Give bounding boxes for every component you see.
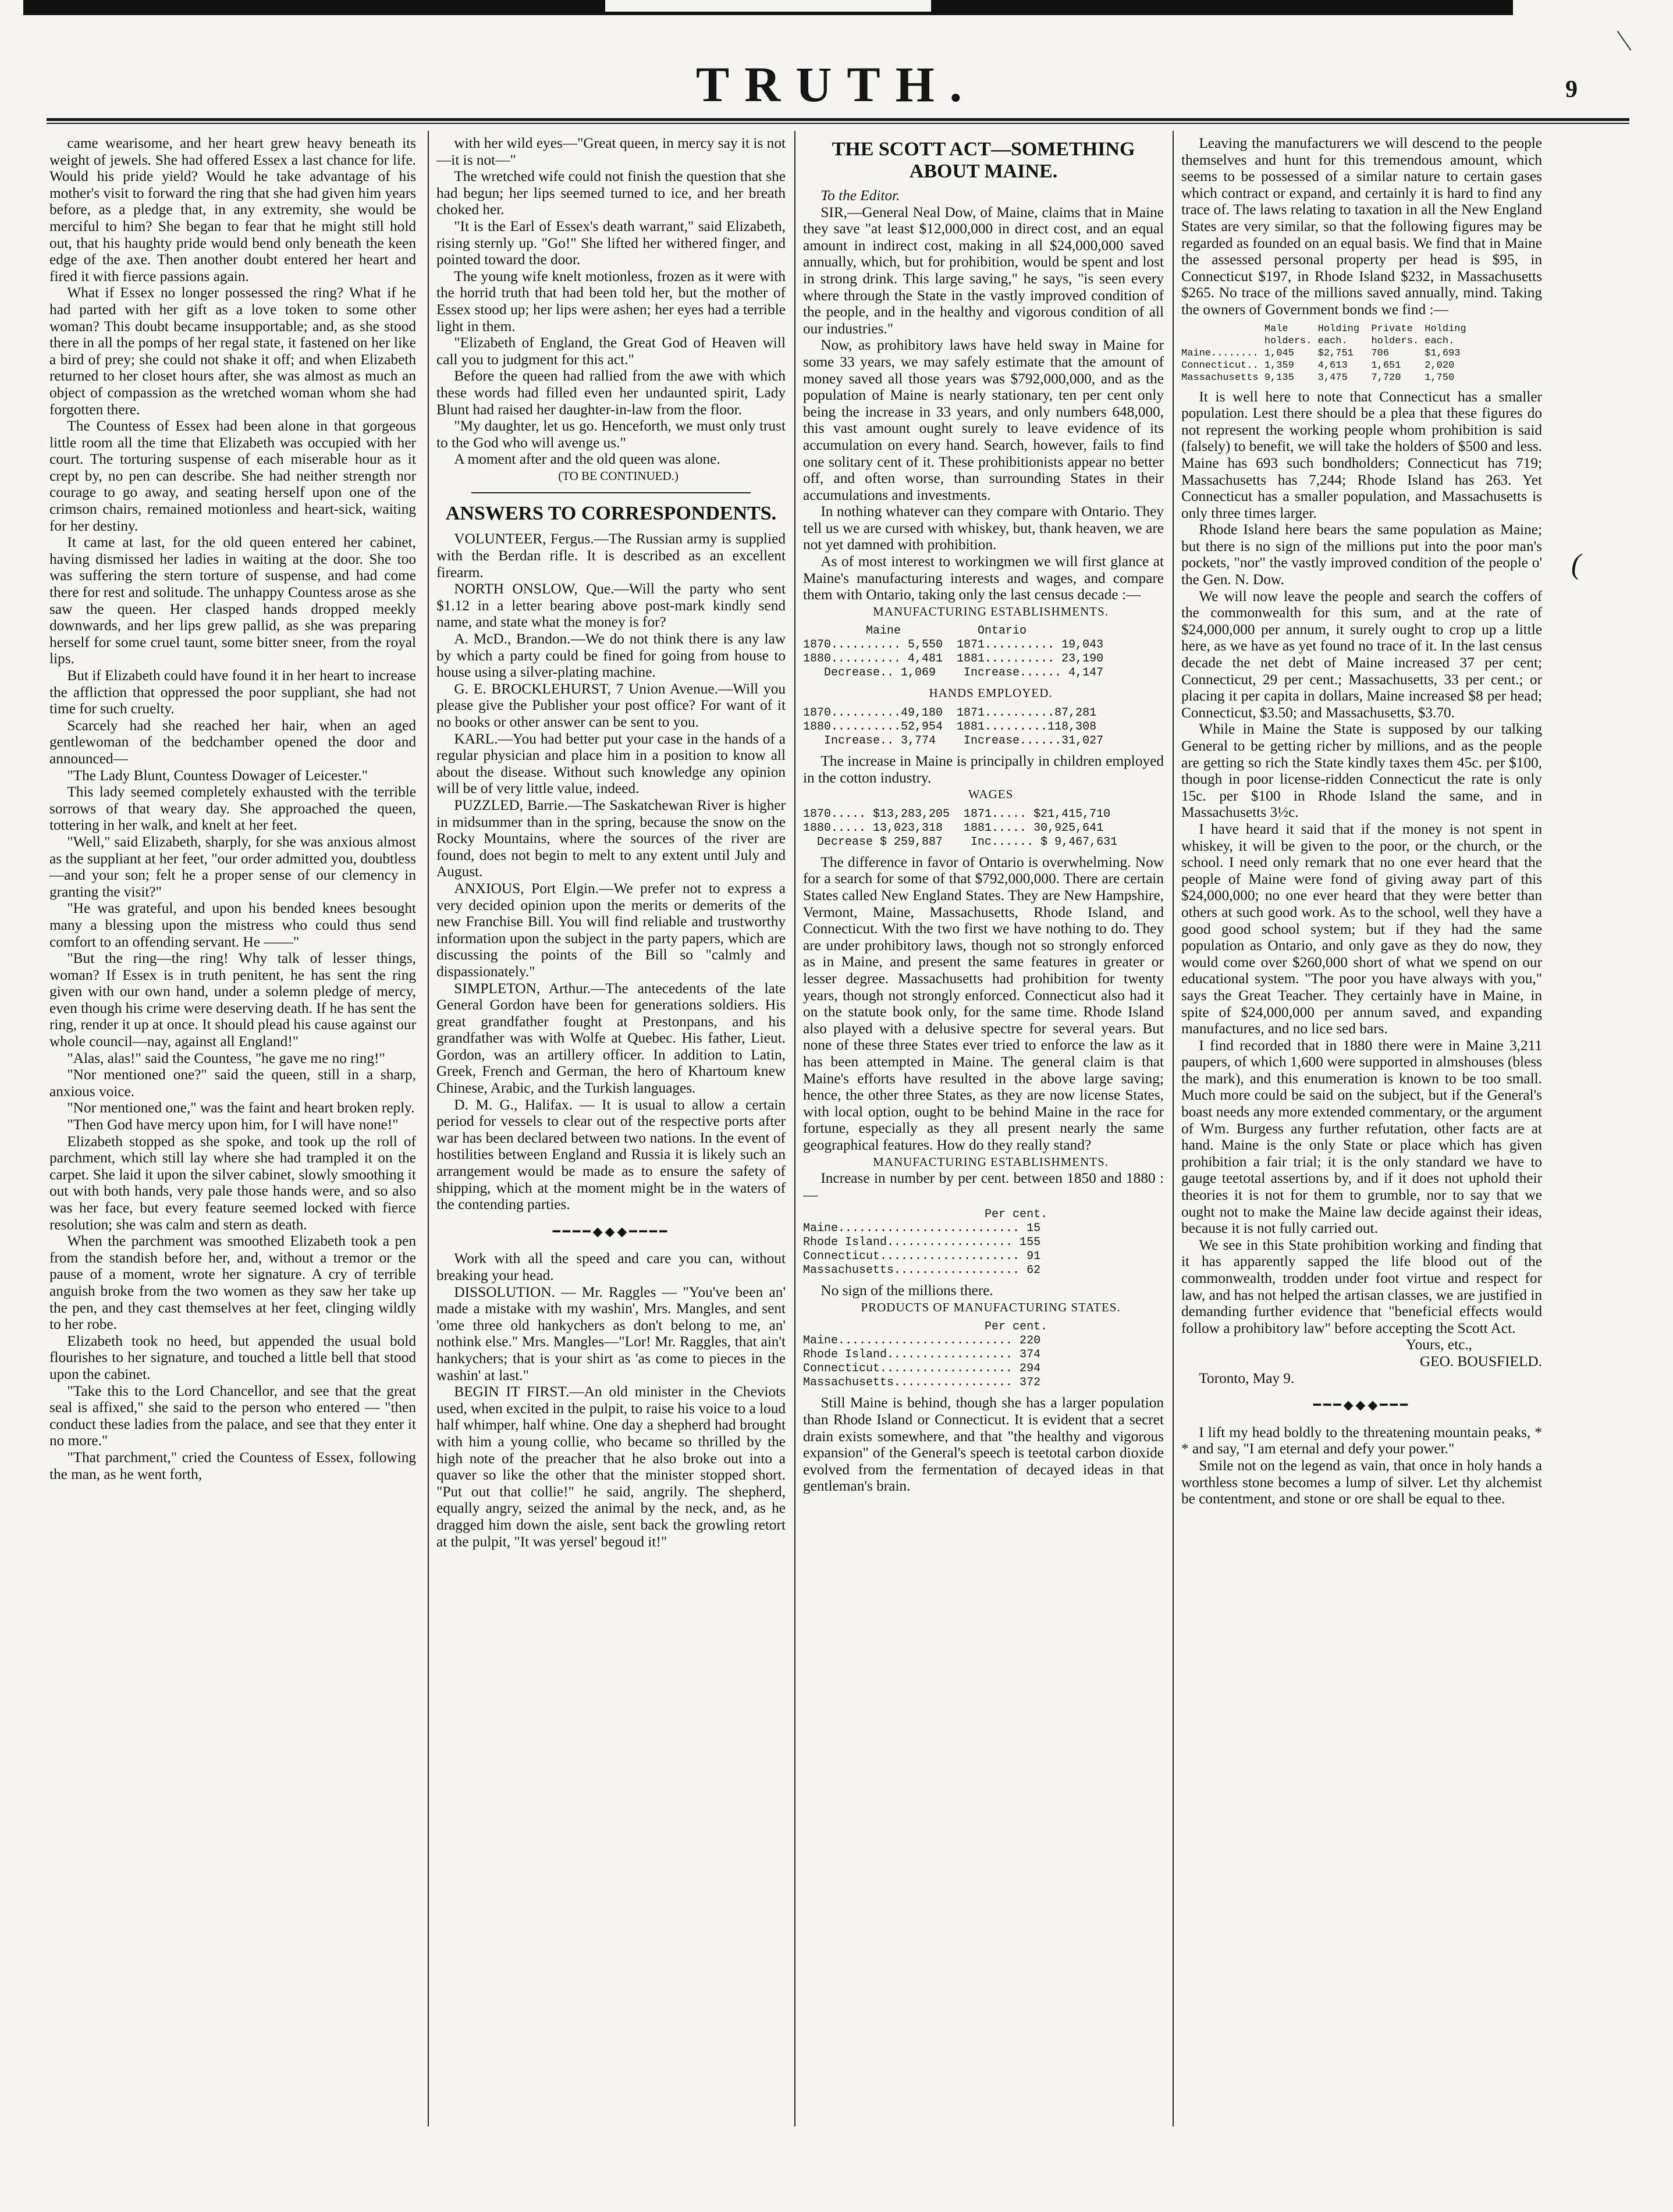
increase-table: Per cent. Maine.......................... 15 Rhode Island.................. 155 Connecticut.................... 91 Massachusetts.................. 62 bbox=[803, 1208, 1048, 1278]
paragraph: When the parchment was smoothed Elizabeth took a pen from the standish before her, and, without a tremor or the pause of a moment, wrote her signature. A cry of terrible anguish broke from the two women as they saw her take up the pen, and they cast themselves at her feet, clinging wildly to her robe. bbox=[49, 1233, 416, 1333]
paragraph: came wearisome, and her heart grew heavy beneath its weight of jewels. She had offered Essex a last chance for life. Would his pride yield? Would he take advantage of his mother's visit to forward the ring that she had given him years before, as a pledge that, in any extremity, she would be merciful to him? She began to fear that he might still hold out, that his haughty pride would bend only beneath the keen edge of the axe. Then another doubt entered her heart and fired it with fierce passions again. bbox=[49, 135, 416, 284]
to-editor: To the Editor. bbox=[820, 187, 900, 204]
paragraph: Elizabeth stopped as she spoke, and took up the roll of parchment, which still lay where she had trampled it on the carpet. She laid it upon the silver cabinet, slowly smoothing it out with both hands, very pale those hands were, and so also was her face, but every feature seemed locked with fierce resolution; she was calm and stern as death. bbox=[49, 1133, 416, 1233]
answers-heading: ANSWERS TO CORRESPONDENTS. bbox=[445, 503, 777, 525]
paragraph: We see in this State prohibition working and finding that it has apparently sapped the life blood out of the commonwealth, trodden under foot virtue and respect for law, and has not helped the artisan classes, we are justified in demanding further evidence that "beneficial effects would follow a prohibitory law" before accepting the Scott Act. bbox=[1181, 1236, 1542, 1336]
paragraph: A moment after and the old queen was alone. bbox=[454, 451, 720, 468]
paragraph: Before the queen had rallied from the awe with which these words had filled even her undaunted spirit, Lady Blunt had raised her daughter-in-law from the floor. bbox=[436, 368, 786, 418]
story-ending bbox=[436, 135, 786, 468]
letter-dateline: Toronto, May 9. bbox=[1199, 1370, 1295, 1386]
paragraph: "The Lady Blunt, Countess Dowager of Leicester." bbox=[67, 767, 368, 784]
paragraph: While in Maine the State is supposed by our talking General to be getting richer by millions, and as the people are getting so rich the State kindly taxes them 45c. per $100, though in poor license-ridden Connecticut the rate is only 15c. per $100 in Rhode Island the same, and in Massachusetts 3½c. bbox=[1181, 721, 1542, 821]
top-border-cutout bbox=[605, 0, 931, 15]
paragraph: The young wife knelt motionless, frozen as it were with the horrid truth that had been told her, but the mother of Essex stood up; her lips were ashen; her eyes had a terrible light in them. bbox=[436, 268, 786, 335]
table-note: No sign of the millions there. bbox=[820, 1282, 993, 1299]
paragraph: "Nor mentioned one," was the faint and heart broken reply. bbox=[67, 1100, 415, 1116]
answer-item: NORTH ONSLOW, Que.—Will the party who sent $1.12 in a letter bearing above post-mark kindly send name, and state what the money is for? bbox=[436, 581, 786, 631]
article-continuation bbox=[1181, 135, 1542, 318]
table-title: HANDS EMPLOYED. bbox=[929, 686, 1053, 700]
paragraph: "But the ring—the ring! Why talk of lesser things, woman? If Essex is in truth penitent, he has sent the ring given with our own hand, under a solemn pledge of mercy, even though his crime were deserving death. If he has sent the ring, render it up at once. It should plead his cause against our whole council—nay, against all England!" bbox=[49, 950, 416, 1050]
column-divider bbox=[794, 131, 795, 2126]
column-divider bbox=[428, 131, 429, 2126]
answer-item: D. M. G., Halifax. — It is usual to allow a certain period for vessels to clear out of the respective ports after war has been declared between two nations. In the event of hostilities between England and Russia it is likely such an arrangement would be made as to ensure the safety of shipping, which at the moment might be in the waters of the contending parties. bbox=[436, 1096, 786, 1213]
answer-item: SIMPLETON, Arthur.—The antecedents of the late General Gordon have been for generations soldiers. His great grandfather fought at Prestonpans, and his grandfather was with Wolfe at Quebec. His father, Lieut. Gordon, was an artillery officer. In addition to Latin, Greek, French and German, the hero of Khartoum knew Chinese, Arabic, and the Turkish languages. bbox=[436, 980, 786, 1097]
paragraph: "Well," said Elizabeth, sharply, for she was anxious almost as the suppliant at her feet, "our order admitted you, doubtless—and your son; felt he a proper sense of our clemency in granting the visit?" bbox=[49, 833, 416, 900]
ornament-divider: ━━━━◆◆◆━━━━ bbox=[552, 1224, 670, 1239]
paragraph: As of most interest to workingmen we will first glance at Maine's manufacturing interests and wages, and compare them with Ontario, taking only the last census decade :— bbox=[803, 553, 1164, 603]
column-3 bbox=[803, 135, 1164, 2131]
masthead-title: TRUTH. bbox=[695, 56, 978, 112]
story-continuation bbox=[49, 135, 416, 1482]
paragraph: What if Essex no longer possessed the ring? What if he had parted with her gift as a love token to some other woman? This doubt became insupportable; and, as she stood there in all the pomps of her regal state, it fastened on her like a bird of prey; she could not shake it off; and when Elizabeth returned to her closet hours after, she was almost as much an object of compassion as the wretched woman whom she had forgotten there. bbox=[49, 284, 416, 418]
article-text bbox=[803, 753, 1164, 786]
article-text bbox=[803, 1395, 1164, 1495]
paragraph: Scarcely had she reached her hair, when an aged gentlewoman of the bedchamber opened the door and announced— bbox=[49, 717, 416, 767]
closing-verses bbox=[1181, 1424, 1542, 1507]
paragraph: "Alas, alas!" said the Countess, "he gave me no ring!" bbox=[67, 1050, 385, 1066]
table-intro: Increase in number by per cent. between 1850 and 1880 :— bbox=[803, 1170, 1164, 1203]
paragraph: "It is the Earl of Essex's death warrant," said Elizabeth, rising sternly up. "Go!" She lifted her withered finger, and pointed toward the door. bbox=[436, 218, 786, 268]
paragraph: SIR,—General Neal Dow, of Maine, claims that in Maine they save "at least $12,000,000 in direct cost, and an equal amount in indirect cost, making in all $24,000,000 saved annually, which, but for prohibition, would be spent and lost in strong drink. This large saving," he says, "is seen every where through the State in the vastly improved condition of the people, and in the healthy and vigorous condition of all our industries." bbox=[803, 204, 1164, 337]
answer-item: PUZZLED, Barrie.—The Saskatchewan River is higher in midsummer than in the spring, because the snow on the Rocky Mountains, where the sources of the river are found, does not begin to melt to any extent until July and August. bbox=[436, 796, 786, 880]
wages-table: 1870..... $13,283,205 1871..... $21,415,710 1880..... 13,023,318 1881..... 30,925,641 Decrease $ 259,887 Inc...... $ 9,467,631 bbox=[803, 807, 1118, 849]
table-title: PRODUCTS OF MANUFACTURING STATES. bbox=[861, 1300, 1121, 1314]
miscellany bbox=[436, 1250, 786, 1550]
paragraph: In nothing whatever can they compare with Ontario. They tell us we are cursed with whiskey, but, thank heaven, we are not yet damned with prohibition. bbox=[803, 503, 1164, 553]
column-4 bbox=[1181, 135, 1542, 2131]
paragraph: Rhode Island here bears the same population as Maine; but there is no sign of the millions put into the poor man's pockets, "nor" the vastly improved condition of the people o' the Gen. N. Dow. bbox=[1181, 521, 1542, 588]
answer-item: A. McD., Brandon.—We do not think there is any law by which a party could be fined for going from house to house using a silver-plating machine. bbox=[436, 631, 786, 681]
paragraph: Leaving the manufacturers we will descend to the people themselves and hunt for this tremendous amount, which seems to be possessed of a similar nature to certain gases which contract or expand, and certainly it is hard to find any trace of. The laws relating to taxation in all the New England States are very similar, so that the following figures may be regarded as founded on an equal basis. We find that in Maine the assessed personal property per head is $95, in Connecticut $197, in Rhode Island $232, in Massachusetts $265. No trace of the millions saved annually, mind. Taking the owners of Government bonds we find :— bbox=[1181, 135, 1542, 318]
paragraph: Work with all the speed and care you can, without breaking your head. bbox=[436, 1250, 786, 1283]
margin-scratch bbox=[1617, 31, 1632, 51]
answers-list bbox=[436, 531, 786, 1212]
answer-item: KARL.—You had better put your case in the hands of a regular physician and place him in a position to know all about the disease. Without such knowledge any opinion will be of very little value, indeed. bbox=[436, 730, 786, 797]
paragraph: The difference in favor of Ontario is overwhelming. Now for a search for some of that $792,000,000. There are certain States called New England States. They are New Hampshire, Vermont, Maine, Massachusetts, Rhode Island, and Connecticut. With the two first we have nothing to do. They are under prohibitory laws, though not so strongly enforced as in Maine, and present the same features in greater or lesser degree. Massachusetts had prohibition for twenty years, though not strongly enforced. Connecticut also had it on the statute book only, for the same time. Rhode Island also played with a delusive spectre for several years. But none of these three States ever tried to enforce the law as it has been attempted in Maine. The general claim is that Maine's efforts have resulted in the above large saving; hence, the other three States, as they are now license States, with local option, ought to be behind Maine in the race for fortune, especially as they all present nearly the same geographical features. How do they really stand? bbox=[803, 853, 1164, 1153]
paragraph: "He was grateful, and upon his bended knees besought many a blessing upon the mistress who could thus send comfort to an offending servant. He ——" bbox=[49, 900, 416, 950]
paragraph: "My daughter, let us go. Henceforth, we must only trust to the God who will avenge us." bbox=[436, 418, 786, 451]
paragraph: "Nor mentioned one?" said the queen, still in a sharp, anxious voice. bbox=[49, 1066, 416, 1100]
paragraph: with her wild eyes—"Great queen, in mercy say it is not—it is not—" bbox=[436, 135, 786, 168]
column-2 bbox=[436, 135, 786, 2131]
establishments-table: Maine Ontario 1870.......... 5,550 1871.......... 19,043 1880.......... 4,481 1881.......... 23,190 Decrease.. 1,069 Increase...... 4,147 bbox=[803, 624, 1104, 680]
section-rule bbox=[471, 492, 751, 493]
paragraph: "Take this to the Lord Chancellor, and see that the great seal is affixed," she said to the person who entered — "then conduct these ladies from the palace, and see that they enter it no more." bbox=[49, 1382, 416, 1449]
answer-item: G. E. BROCKLEHURST, 7 Union Avenue.—Will you please give the Publisher your post office? For want of it no books or other answer can be sent to you. bbox=[436, 680, 786, 730]
article-intro bbox=[803, 204, 1164, 603]
paragraph: I lift my head boldly to the threatening mountain peaks, * * and say, "I am eternal and defy your power." bbox=[1181, 1424, 1542, 1457]
paragraph: "Elizabeth of England, the Great God of Heaven will call you to judgment for this act." bbox=[436, 335, 786, 368]
paragraph: But if Elizabeth could have found it in her heart to increase the affliction that oppressed the poor suppliant, she had not time for such cruelty. bbox=[49, 667, 416, 717]
paragraph: This lady seemed completely exhausted with the terrible sorrows of that weary day. She approached the queen, tottering in her walk, and knelt at her feet. bbox=[49, 784, 416, 834]
table-title: MANUFACTURING ESTABLISHMENTS. bbox=[873, 604, 1109, 618]
paragraph: BEGIN IT FIRST.—An old minister in the Cheviots used, when excited in the pulpit, to raise his voice to a loud half whimper, half whine. One day a shepherd had brought with him a young collie, who became so thrilled by the high note of the preacher that he also broke out into a quaver so like the other that the minister stopped short. "Put out that collie!" he said, angrily. The shepherd, equally angry, seized the animal by the neck, and, as he dragged him down the aisle, sent back the growling retort at the pulpit, "It was yersel' begoud it!" bbox=[436, 1384, 786, 1550]
bondholders-table: Male Holding Private Holding holders. each. holders. each. Maine........ 1,045 $2,751 706 $1,693 Connecticut.. 1,359 4,613 1,651 2,020 Massachusetts 9,135 3,475 7,720 1,750 bbox=[1181, 323, 1466, 383]
paragraph: We will now leave the people and search the coffers of the commonwealth for this sum, and at the rate of $24,000,000 per annum, it surely ought to crop up a little here, as we have as yet found no trace of it. In the last census decade the net debt of Maine increased 37 per cent; Connecticut, 29 per cent.; Massachusetts, 33 per cent.; or placing it per capita in dollars, Maine increased $8 per head; Connecticut, $3.50; and Massachusetts, $3.70. bbox=[1181, 588, 1542, 721]
paragraph: I have heard it said that if the money is not spent in whiskey, it will be given to the poor, or the church, or the school. I need only remark that no one ever heard that the people of Maine were fond of giving away part of this $24,000,000; no one ever heard that they were better than others at such good work. As to the school, well they have a good good school system; but if they had the same population as Ontario, and only gave as they do now, they would come over $260,000 short of what we spend on our educational system. "The poor you have always with you," says the Great Teacher. They certainly have in Maine, in spite of $24,000,000 per annum saved, and expanding manufactures, and no lice sed bars. bbox=[1181, 820, 1542, 1037]
paragraph: The increase in Maine is principally in children employed in the cotton industry. bbox=[803, 753, 1164, 786]
paragraph: Smile not on the legend as vain, that once in holy hands a worthless stone becomes a lump of silver. Let thy alchemist be contentment, and stone or ore shall be equal to thee. bbox=[1181, 1457, 1542, 1507]
table-title: MANUFACTURING ESTABLISHMENTS. bbox=[873, 1154, 1109, 1169]
products-table: Per cent. Maine......................... 220 Rhode Island.................. 374 Connecticut................... 294 Massachusetts................. 372 bbox=[803, 1320, 1048, 1390]
paragraph: Now, as prohibitory laws have held sway in Maine for some 33 years, we may safely estimate that the amount of money saved all those years was $792,000,000, and as the population of Maine is nearly stationary, ten per cent only being the increase in 33 years, and only numbers 648,000, this vast amount ought surely to leave evidence of its accumulation on every hand. Search, however, fails to find one solitary cent of it. These prohibitionists appear no better off, and often worse, than surrounding States in their accumulations and investments. bbox=[803, 337, 1164, 503]
paragraph: The Countess of Essex had been alone in that gorgeous little room all the time that Elizabeth was occupied with her court. The torturing suspense of each miserable hour as it crept by, no pen can describe. She had neither strength nor courage to go away, and seating herself upon one of the crimson chairs, remained motionless and heart-sick, waiting for her destiny. bbox=[49, 418, 416, 534]
answer-item: VOLUNTEER, Fergus.—The Russian army is supplied with the Berdan rifle. It is described as an excellent firearm. bbox=[436, 531, 786, 581]
paragraph: It is well here to note that Connecticut has a smaller population. Lest there should be a plea that these figures do not represent the working people whom prohibition is said (falsely) to benefit, we will take the holders of $500 and less. Maine has 693 such bondholders; Connecticut has 719; Massachusetts has 7,244; Rhode Island has 263. Yet Connecticut has a smaller population, and Massachusetts is only three times larger. bbox=[1181, 388, 1542, 521]
paragraph: Still Maine is behind, though she has a larger population than Rhode Island or Connecticut. It is evident that a secret drain exists somewhere, and that "the healthy and vigorous expansion" of the General's speech is teetotal carbon dioxide evolved from the fermentation of decayed ideas in that gentleman's brain. bbox=[803, 1395, 1164, 1495]
masthead-rule bbox=[47, 118, 1629, 121]
paragraph: The wretched wife could not finish the question that she had begun; her lips seemed turned to ice, and her breath choked her. bbox=[436, 168, 786, 218]
masthead-rule-thin bbox=[47, 123, 1629, 124]
article-heading: THE SCOTT ACT—SOMETHING ABOUT MAINE. bbox=[832, 138, 1135, 182]
paragraph: It came at last, for the old queen entered her cabinet, having dismissed her ladies in waiting at the door. She too was suffering the stern torture of suspense, and had come there for rest and solitude. The unhappy Countess arose as she saw the queen. Her clasped hands dropped meekly downwards, and her lips grew pallid, as she was preparing herself for some cruel taunt, some bitter sneer, from the royal lips. bbox=[49, 534, 416, 667]
hands-employed-table: 1870..........49,180 1871..........87,281 1880..........52,954 1881.........118,308 Increase.. 3,774 Increase......31,027 bbox=[803, 706, 1104, 748]
paragraph: "That parchment," cried the Countess of Essex, following the man, as he went forth, bbox=[49, 1449, 416, 1482]
paragraph: DISSOLUTION. — Mr. Raggles — "You've been an' made a mistake with my washin', Mrs. Mangles, and sent 'ome three old hankychers as don't belong to me, an' nothink else." Mrs. Mangles—"Lor! Mr. Raggles, that ain't hankychers; that is your shirt as 'as come to pieces in the washin' at last." bbox=[436, 1283, 786, 1384]
margin-pencil-mark: ( bbox=[1571, 547, 1581, 580]
article-continuation bbox=[1181, 389, 1542, 1337]
article-text bbox=[803, 854, 1164, 1154]
answer-item: ANXIOUS, Port Elgin.—We prefer not to express a very decided opinion upon the merits or demerits of the new Franchise Bill. You will find reliable and trustworthy information upon the subject in the party papers, which are discussing the points of the Bill so "calmly and dispassionately." bbox=[436, 880, 786, 980]
column-1 bbox=[49, 135, 416, 2131]
column-divider bbox=[1173, 131, 1174, 2126]
page-number: 9 bbox=[1565, 76, 1578, 103]
ornament-divider: ━━━◆◆◆━━━ bbox=[1313, 1397, 1411, 1413]
paragraph: "Then God have mercy upon him, for I will have none!" bbox=[67, 1116, 399, 1133]
to-be-continued: (TO BE CONTINUED.) bbox=[558, 468, 679, 483]
paragraph: I find recorded that in 1880 there were in Maine 3,211 paupers, of which 1,600 were supported in almshouses (bless the mark), and this enumeration is known to be too small. Much more could be said on the subject, but if the General's boast needs any more extended commentary, or the argument of Wm. Burgess any further refutation, other facts are at hand. Maine is the only State or place which has given prohibition a fair trial; it is the only standard we have to gauge teetotal assertions by, and if it does not uphold their theories it is not for them to grumble, nor to say that we ought not to make the Maine law decide against their ideas, because it is not fully carried out. bbox=[1181, 1037, 1542, 1237]
paragraph: Elizabeth took no heed, but appended the usual bold flourishes to her signature, and touched a little bell that stood upon the cabinet. bbox=[49, 1332, 416, 1382]
letter-closing: Yours, etc., bbox=[1405, 1336, 1472, 1353]
table-title: WAGES bbox=[968, 787, 1014, 802]
letter-signature: GEO. BOUSFIELD. bbox=[1419, 1353, 1542, 1370]
